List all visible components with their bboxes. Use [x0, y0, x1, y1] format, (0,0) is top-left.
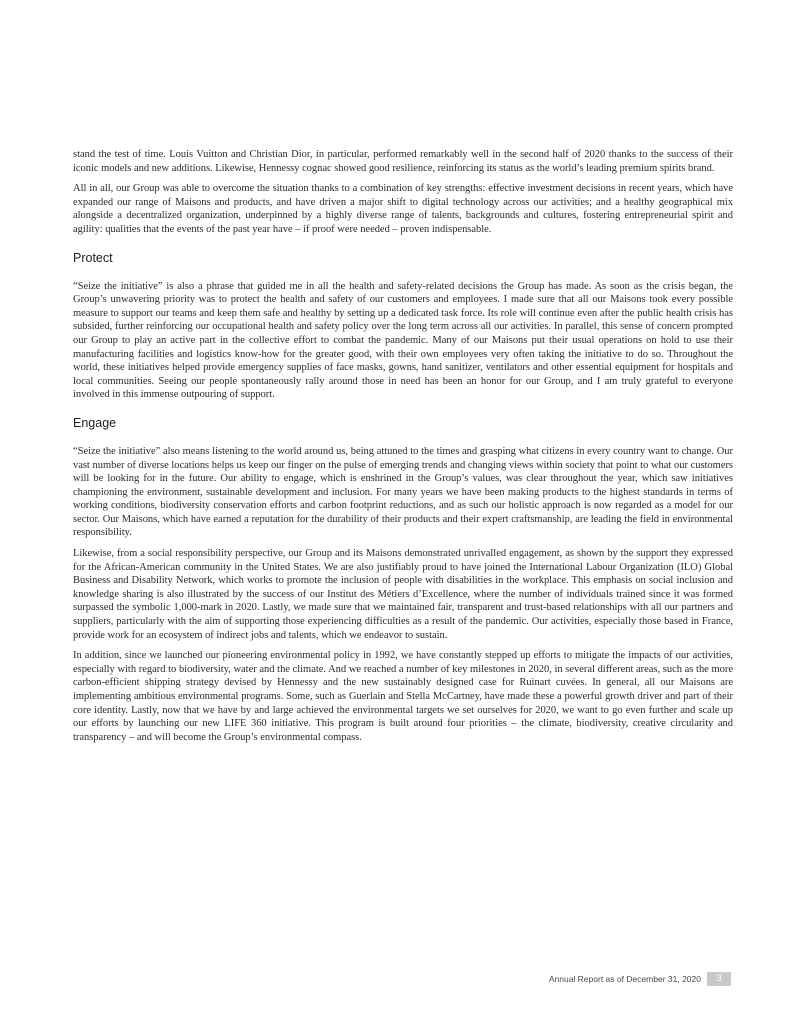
engage-paragraph: Likewise, from a social responsibility perspective, our Group and its Maisons demonstrated unrivalled engagement, as shown by the support they expressed for the African-American community in the United States. We are also justifiably proud to have joined the International Labour Organization (ILO) Global Business and Disability Network, which works to promote the inclusion of people with disabilities in the workplace. This emphasis on social inclusion and knowledge sharing is also illustrated by the success of our Institut des Métiers d’Excellence, where the number of individuals trained since it was formed surpassed the symbolic 1,000-mark in 2020. Lastly, we made sure that we maintained fair, transparent and trust-based relationships with all our partners and suppliers, particularly with the aim of supporting those experiencing difficulties as a result of the pandemic. Our activities, especially those based in France, provide work for an ecosystem of indirect jobs and talents, which we endeavor to sustain.	[73, 548, 733, 641]
page-footer	[549, 972, 731, 986]
engage-paragraph: In addition, since we launched our pioneering environmental policy in 1992, we have constantly stepped up efforts to mitigate the impacts of our activities, especially with regard to biodiversity, water and the climate. And we reached a number of key milestones in 2020, in several different areas, such as the more carbon-efficient shipping strategy devised by Hennessy and the new sustainably designed case for Ruinart cuvées. In general, all our Maisons are implementing ambitious environmental programs. Some, such as Guerlain and Stella McCartney, have made these a powerful growth driver and part of their core identity. Lastly, now that we have by and large achieved the environmental targets we set ourselves for 2020, we want to go even further and scale up our efforts by launching our new LIFE 360 initiative. This program is built around four priorities – the climate, biodiversity, creative circularity and transparency – and will become the Group’s environmental compass.	[73, 650, 733, 743]
section-heading-engage: Engage	[73, 415, 117, 430]
protect-paragraph: “Seize the initiative” is also a phrase that guided me in all the health and safety-related decisions the Group has made. As soon as the crisis began, the Group’s unwavering priority was to protect the health and safety of our customers and employees. I made sure that all our Maisons took every possible measure to support our teams and keep them safe and healthy by setting up a dedicated task force. Its role will continue even after the public health crisis has subsided, further reinforcing our occupational health and safety policy over the long term across all our activities. In parallel, this sense of concern prompted our Group to play an active part in the collective effort to combat the pandemic. Many of our Maisons put their usual operations on hold to use their manufacturing facilities and logistics know-how for the greater good, with their own employees very often taking the initiative to do so. Throughout the world, these initiatives helped provide emergency supplies of face masks, gowns, hand sanitizer, ventilators and other essential equipment for hospitals and local communities. Seeing our people spontaneously rally around those in need has been an honor for our Group, and I am truly grateful to everyone involved in this immense outpouring of support.	[73, 280, 733, 401]
engage-paragraph: “Seize the initiative” also means listening to the world around us, being attuned to the times and grasping what citizens in every country want to change. Our vast number of diverse locations helps us keep our finger on the pulse of emerging trends and changing views within society that point to what our customers will be looking for in the future. Our ability to engage, which is enshrined in the Group’s values, was clear throughout the year, which saw initiatives championing the environment, sustainable development and inclusion. For many years we have been making products to the highest standards in terms of working conditions, biodiversity conservation efforts and carbon footprint reductions, and as such our holistic approach is now regarded as a model for our sector. Our Maisons, which have earned a reputation for the durability of their products and their expert craftsmanship, are leading the field in environmental responsibility.	[73, 445, 733, 539]
intro-paragraph: stand the test of time. Louis Vuitton and Christian Dior, in particular, performed remarkably well in the second half of 2020 thanks to the success of their iconic models and new additions. Likewise, Hennessy cognac showed good resilience, reinforcing its status as the world’s leading premium spirits brand.	[73, 149, 733, 174]
page-number: 3	[707, 972, 731, 986]
article-body	[73, 148, 733, 751]
footer-label: Annual Report as of December 31, 2020	[548, 974, 701, 984]
section-heading-protect: Protect	[73, 250, 113, 265]
intro-paragraph: All in all, our Group was able to overcome the situation thanks to a combination of key strengths: effective investment decisions in recent years, which have expanded our range of Maisons and products, and have driven a major shift to digital technology across our activities; and a healthy geographical mix alongside a decentralized organization, underpinned by a highly diverse range of talents, backgrounds and cultures, fostering entrepreneurial spirit and agility: qualities that the events of the past year have – if proof were needed – proven indispensable.	[73, 183, 733, 235]
